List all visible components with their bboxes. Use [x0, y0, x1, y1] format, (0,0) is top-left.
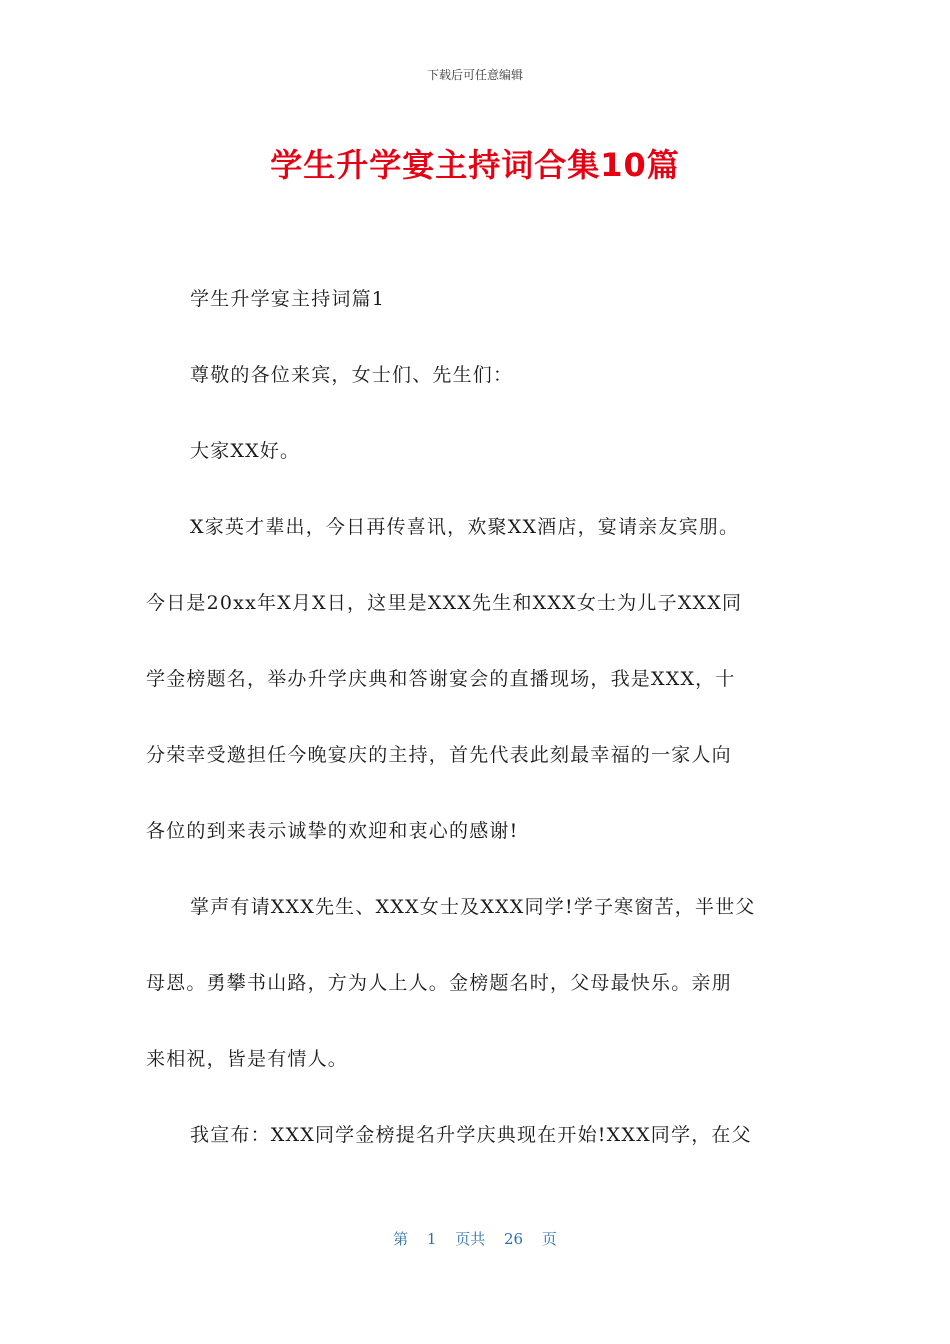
paragraph-line: 各位的到来表示诚挚的欢迎和衷心的感谢!: [146, 820, 519, 842]
paragraph-line: 分荣幸受邀担任今晚宴庆的主持，首先代表此刻最幸福的一家人向: [146, 744, 732, 766]
footer-suffix: 页: [541, 1230, 557, 1248]
section-heading: 学生升学宴主持词篇1: [190, 288, 386, 310]
footer-page-number: 1: [426, 1230, 437, 1248]
paragraph-line: 尊敬的各位来宾，女士们、先生们：: [190, 364, 514, 386]
paragraph-line: X家英才辈出，今日再传喜讯，欢聚XX酒店，宴请亲友宾朋。: [190, 516, 740, 538]
footer-prefix: 第: [393, 1230, 409, 1248]
header-note: 下载后可任意编辑: [426, 68, 523, 82]
document-body: [146, 276, 796, 1188]
paragraph-line: 今日是20xx年X月X日，这里是XXX先生和XXX女士为儿子XXX同: [146, 592, 743, 614]
paragraph-line: 学金榜题名，举办升学庆典和答谢宴会的直播现场，我是XXX，十: [146, 668, 736, 690]
paragraph-line: 我宣布：XXX同学金榜提名升学庆典现在开始!XXX同学，在父: [190, 1124, 752, 1146]
paragraph-line: 母恩。勇攀书山路，方为人上人。金榜题名时，父母最快乐。亲朋: [146, 972, 732, 994]
paragraph-line: 大家XX好。: [190, 440, 301, 462]
paragraph-line: 掌声有请XXX先生、XXX女士及XXX同学!学子寒窗苦，半世父: [190, 896, 756, 918]
footer-middle: 页共: [455, 1230, 486, 1248]
document-title: 学生升学宴主持词合集10篇: [270, 146, 680, 184]
paragraph-line: 来相祝，皆是有情人。: [146, 1048, 349, 1070]
page-footer: [0, 1228, 950, 1249]
footer-total-pages: 26: [504, 1230, 524, 1248]
